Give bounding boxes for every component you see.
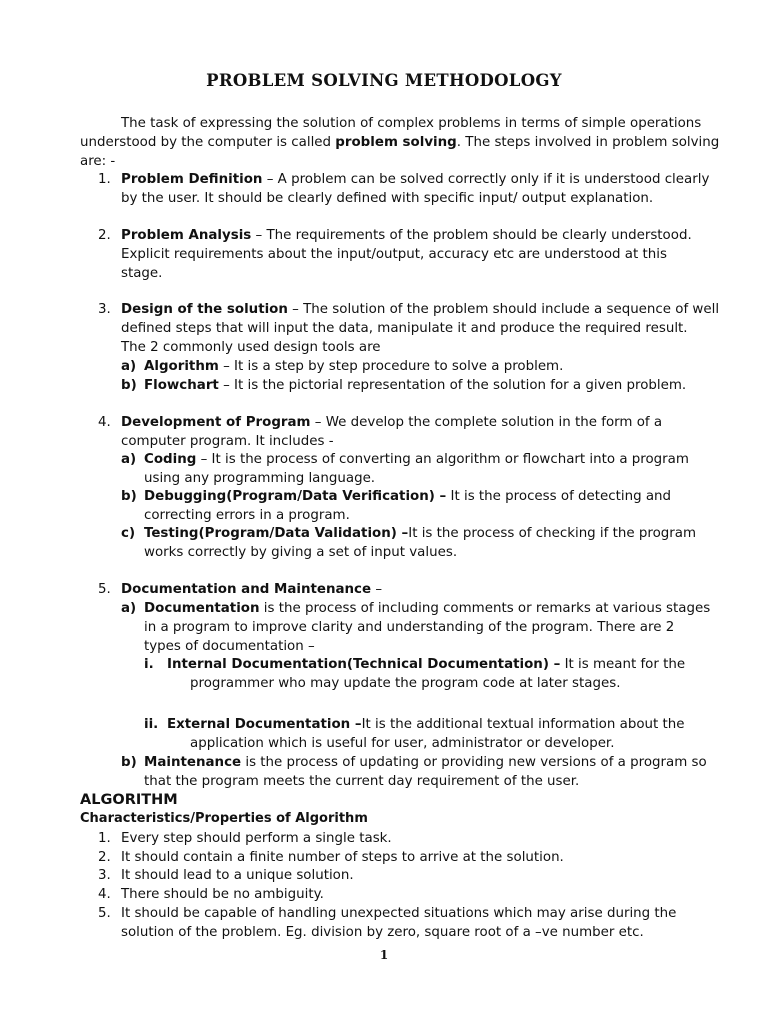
sub-title: Debugging(Program/Data Verification) – <box>144 489 447 504</box>
sub-title: Documentation <box>144 601 260 616</box>
sub-text: It is the process of checking if the program <box>408 526 697 541</box>
step-5-line-1 <box>121 580 382 599</box>
roman-marker: i. <box>144 657 154 672</box>
item-title: External Documentation – <box>167 717 362 732</box>
item-text: It is meant for the <box>560 657 686 672</box>
step-title: Problem Analysis <box>121 228 252 243</box>
list-item: There should be no ambiguity. <box>121 887 324 902</box>
intro-line-3: are: - <box>80 154 116 169</box>
step-1-line-1 <box>121 170 709 189</box>
sub-marker: a) <box>121 359 137 374</box>
external-documentation-cont: application which is useful for user, administrator or developer. <box>190 736 615 751</box>
sub-title: Flowchart <box>144 378 219 393</box>
sub-title: Testing(Program/Data Validation) – <box>144 526 409 541</box>
list-number: 2. <box>98 850 111 865</box>
step-number: 3. <box>98 302 111 317</box>
sub-text: – It is the pictorial representation of the solution for a given problem. <box>218 378 687 393</box>
program-testing-cont: works correctly by giving a set of input values. <box>144 545 458 560</box>
step-title: Documentation and Maintenance <box>121 582 372 597</box>
sub-text: It is the process of detecting and <box>446 489 672 504</box>
item-title: Internal Documentation(Technical Documentation) – <box>167 657 561 672</box>
step-text: – <box>371 582 383 597</box>
internal-documentation <box>167 655 685 674</box>
step-text: – We develop the complete solution in the form of a <box>310 415 663 430</box>
list-item: It should be capable of handling unexpected situations which may arise during the <box>121 906 677 921</box>
step-title: Design of the solution <box>121 302 288 317</box>
intro-text: . The steps involved in problem solving <box>456 135 720 150</box>
characteristics-heading: Characteristics/Properties of Algorithm <box>80 811 368 826</box>
sub-text: – It is a step by step procedure to solve a problem. <box>218 359 564 374</box>
algorithm-heading: ALGORITHM <box>80 792 178 808</box>
list-number: 1. <box>98 831 111 846</box>
list-item: Every step should perform a single task. <box>121 831 392 846</box>
step-3-line-1 <box>121 300 719 319</box>
step-text: – The solution of the problem should include a sequence of well <box>287 302 720 317</box>
list-item: It should lead to a unique solution. <box>121 868 354 883</box>
step-text: – The requirements of the problem should be clearly understood. <box>251 228 692 243</box>
roman-marker: ii. <box>144 717 159 732</box>
step-text: – A problem can be solved correctly only if it is understood clearly <box>262 172 710 187</box>
design-tool-flowchart <box>144 376 686 395</box>
documentation-line-3: types of documentation – <box>144 639 315 654</box>
page-number: 1 <box>379 948 389 962</box>
sub-title: Maintenance <box>144 755 242 770</box>
sub-title: Algorithm <box>144 359 219 374</box>
sub-title: Coding <box>144 452 197 467</box>
step-3-line-3: The 2 commonly used design tools are <box>121 340 381 355</box>
sub-marker: a) <box>121 601 137 616</box>
sub-marker: a) <box>121 452 137 467</box>
step-title: Development of Program <box>121 415 311 430</box>
step-number: 1. <box>98 172 111 187</box>
sub-marker: c) <box>121 526 136 541</box>
program-debugging-cont: correcting errors in a program. <box>144 508 350 523</box>
intro-line-1: The task of expressing the solution of complex problems in terms of simple operations <box>121 116 702 131</box>
sub-text: is the process of updating or providing new versions of a program so <box>241 755 707 770</box>
step-4-line-1 <box>121 413 662 432</box>
documentation-line-1 <box>144 599 710 618</box>
step-number: 2. <box>98 228 111 243</box>
step-2-line-2: Explicit requirements about the input/output, accuracy etc are understood at this <box>121 247 667 262</box>
sub-marker: b) <box>121 755 137 770</box>
step-number: 4. <box>98 415 111 430</box>
sub-marker: b) <box>121 378 137 393</box>
list-number: 4. <box>98 887 111 902</box>
step-title: Problem Definition <box>121 172 263 187</box>
maintenance-cont: that the program meets the current day requirement of the user. <box>144 774 580 789</box>
page-title: PROBLEM SOLVING METHODOLOGY <box>206 71 562 90</box>
list-item: It should contain a finite number of steps to arrive at the solution. <box>121 850 564 865</box>
program-coding-cont: using any programming language. <box>144 471 376 486</box>
intro-text: understood by the computer is called <box>80 135 336 150</box>
maintenance <box>144 753 707 772</box>
list-number: 3. <box>98 868 111 883</box>
list-number: 5. <box>98 906 111 921</box>
program-debugging <box>144 487 671 506</box>
step-3-line-2: defined steps that will input the data, manipulate it and produce the required result. <box>121 321 688 336</box>
sub-text: – It is the process of converting an algorithm or flowchart into a program <box>196 452 689 467</box>
program-coding <box>144 450 689 469</box>
step-2-line-1 <box>121 226 692 245</box>
step-4-line-2: computer program. It includes - <box>121 434 334 449</box>
intro-line-2 <box>80 133 719 152</box>
documentation-line-2: in a program to improve clarity and understanding of the program. There are 2 <box>144 620 675 635</box>
list-item-cont: solution of the problem. Eg. division by zero, square root of a –ve number etc. <box>121 925 644 940</box>
program-testing <box>144 524 696 543</box>
design-tool-algorithm <box>144 357 563 376</box>
sub-marker: b) <box>121 489 137 504</box>
item-text: It is the additional textual information about the <box>361 717 685 732</box>
step-2-line-3: stage. <box>121 266 163 281</box>
step-1-line-2: by the user. It should be clearly defined with specific input/ output explanation. <box>121 191 654 206</box>
intro-keyword: problem solving <box>335 135 457 150</box>
sub-text: is the process of including comments or remarks at various stages <box>259 601 711 616</box>
external-documentation <box>167 715 684 734</box>
internal-documentation-cont: programmer who may update the program code at later stages. <box>190 676 621 691</box>
step-number: 5. <box>98 582 111 597</box>
